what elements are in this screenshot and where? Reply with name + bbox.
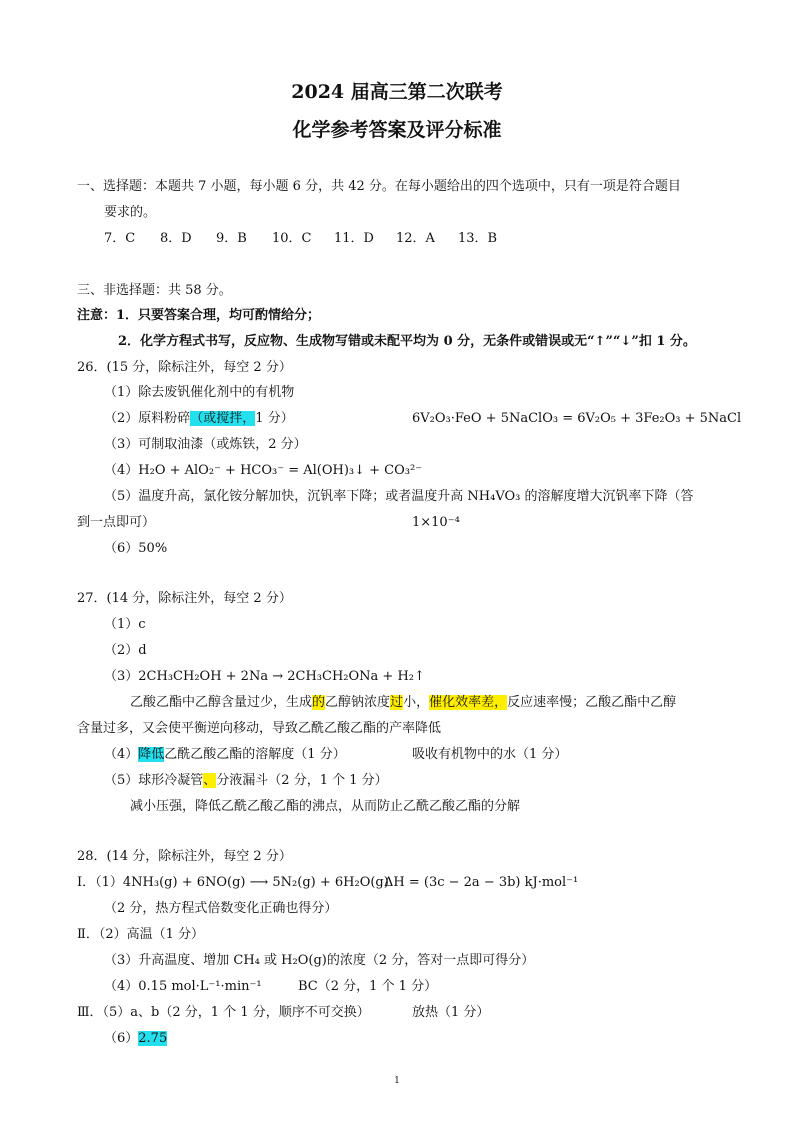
mc-answer: 13．B xyxy=(458,231,498,246)
q26-ksp-value: 1×10⁻⁴ xyxy=(412,515,460,530)
section3-note1: 注意：1．只要答案合理，均可酌情给分； xyxy=(77,308,321,323)
q27-explain-highlight: 催化效率差， xyxy=(429,695,508,710)
q27-answer-4 xyxy=(104,746,346,764)
mc-answer: 11．D xyxy=(334,231,374,246)
q26-equation-2: 6V₂O₃·FeO + 5NaClO₃ = 6V₂O₅ + 3Fe₂O₃ + 5NaCl xyxy=(412,411,742,426)
q27-answer-3-explain-cont: 含量过多，又会使平衡逆向移动，导致乙酰乙酸乙酯的产率降低 xyxy=(77,721,442,736)
q26-answer-1: （1）除去废钒催化剂中的有机物 xyxy=(104,385,295,400)
section3-heading: 三、非选择题：共 58 分。 xyxy=(77,283,232,298)
q26-answer-5: （5）温度升高，氯化铵分解加快，沉钒率下降；或者温度升高 NH₄VO₃ 的溶解度增大沉钒率下降（答 xyxy=(104,489,694,504)
q28-answer-6-num: （6） xyxy=(104,1031,139,1046)
mc-answer: 12．A xyxy=(396,231,435,246)
q28-answer-3: （3）升高温度、增加 CH₄ 或 H₂O(g)的浓度（2 分，答对一点即可得分） xyxy=(104,953,535,968)
mc-answer: 8．D xyxy=(160,231,192,246)
q28-answer-1-note: （2 分，热方程式倍数变化正确也得分） xyxy=(104,901,338,916)
q26-answer-2-highlight: （或搅拌， xyxy=(190,411,256,426)
q27-answer-4b: 吸收有机物中的水（1 分） xyxy=(412,747,568,762)
q27-explain-part: 乙酸乙酯中乙醇含量过少，生成 xyxy=(130,695,313,710)
section3-note2: 2．化学方程式书写，反应物、生成物写错或未配平均为 0 分，无条件或错误或无“↑”“↓”扣 1 分。 xyxy=(118,334,696,349)
q26-answer-2-score: 1 分） xyxy=(255,411,294,426)
section1-heading-cont: 要求的。 xyxy=(104,205,157,220)
q26-answer-2-text: （2）原料粉碎 xyxy=(104,411,191,426)
q27-explain-highlight: 过 xyxy=(390,695,404,710)
q27-explain-part: 乙醇钠浓度 xyxy=(325,695,391,710)
q27-answer-5 xyxy=(104,772,388,790)
page-title: 2024 届高三第二次联考 xyxy=(291,81,503,103)
q28-answer-4b: BC（2 分，1 个 1 分） xyxy=(298,979,438,994)
q26-answer-6: （6）50% xyxy=(104,541,168,556)
q27-explain-part: 反应速率慢；乙酸乙酯中乙醇 xyxy=(507,695,677,710)
q26-heading: 26．(15 分，除标注外，每空 2 分） xyxy=(77,360,292,375)
q28-answer-6 xyxy=(104,1030,167,1048)
q26-answer-5-cont: 到一点即可） xyxy=(77,515,156,530)
q27-explain-highlight: 的 xyxy=(312,695,326,710)
q26-answer-3: （3）可制取油漆（或炼铁，2 分） xyxy=(104,437,307,452)
mc-answers xyxy=(104,230,514,248)
mc-answer: 9．B xyxy=(216,231,247,246)
q27-answer-5-text2: 分液漏斗（2 分，1 个 1 分） xyxy=(216,773,388,788)
q27-answer-2: （2）d xyxy=(104,643,147,658)
q27-answer-3-explain xyxy=(130,694,676,712)
q28-answer-6-highlight: 2.75 xyxy=(138,1031,168,1046)
q27-explain-part: 小， xyxy=(403,695,430,710)
q26-answer-4: （4）H₂O + AlO₂⁻ + HCO₃⁻ = Al(OH)₃↓ + CO₃²⁻ xyxy=(104,463,423,478)
q27-answer-5-highlight: 、 xyxy=(203,773,217,788)
mc-answer: 7．C xyxy=(104,231,136,246)
q27-heading: 27．(14 分，除标注外，每空 2 分） xyxy=(77,591,292,606)
q28-heading: 28．(14 分，除标注外，每空 2 分） xyxy=(77,849,292,864)
page-number: 1 xyxy=(394,1076,400,1086)
q28-answer-5: Ⅲ．（5）a、b（2 分，1 个 1 分，顺序不可交换） xyxy=(77,1005,370,1020)
q28-answer-5b: 放热（1 分） xyxy=(412,1005,490,1020)
mc-answer: 10．C xyxy=(272,231,312,246)
q27-answer-4-text: 乙酰乙酸乙酯的溶解度（1 分） xyxy=(164,747,346,762)
q28-answer-1: Ⅰ．（1）4NH₃(g) + 6NO(g) ⟶ 5N₂(g) + 6H₂O(g) xyxy=(77,875,389,890)
q27-answer-4-num: （4） xyxy=(104,747,139,762)
q27-answer-5-text: （5）球形冷凝管 xyxy=(104,773,204,788)
section1-heading: 一、选择题：本题共 7 小题，每小题 6 分，共 42 分。在每小题给出的四个选项中，只有一项是符合题目 xyxy=(77,179,681,194)
q28-answer-4: （4）0.15 mol·L⁻¹·min⁻¹ xyxy=(104,979,262,994)
q27-answer-4-highlight: 降低 xyxy=(138,747,165,762)
q28-answer-2: Ⅱ．（2）高温（1 分） xyxy=(77,927,205,942)
q27-answer-5-explain: 减小压强，降低乙酰乙酸乙酯的沸点，从而防止乙酰乙酸乙酯的分解 xyxy=(130,799,521,814)
q28-enthalpy: ΔH = (3c − 2a − 3b) kJ·mol⁻¹ xyxy=(384,875,579,890)
q26-answer-2 xyxy=(104,410,294,428)
q27-answer-3: （3）2CH₃CH₂OH + 2Na → 2CH₃CH₂ONa + H₂↑ xyxy=(104,669,425,684)
q27-answer-1: （1）c xyxy=(104,617,146,632)
page-subtitle: 化学参考答案及评分标准 xyxy=(292,119,502,141)
